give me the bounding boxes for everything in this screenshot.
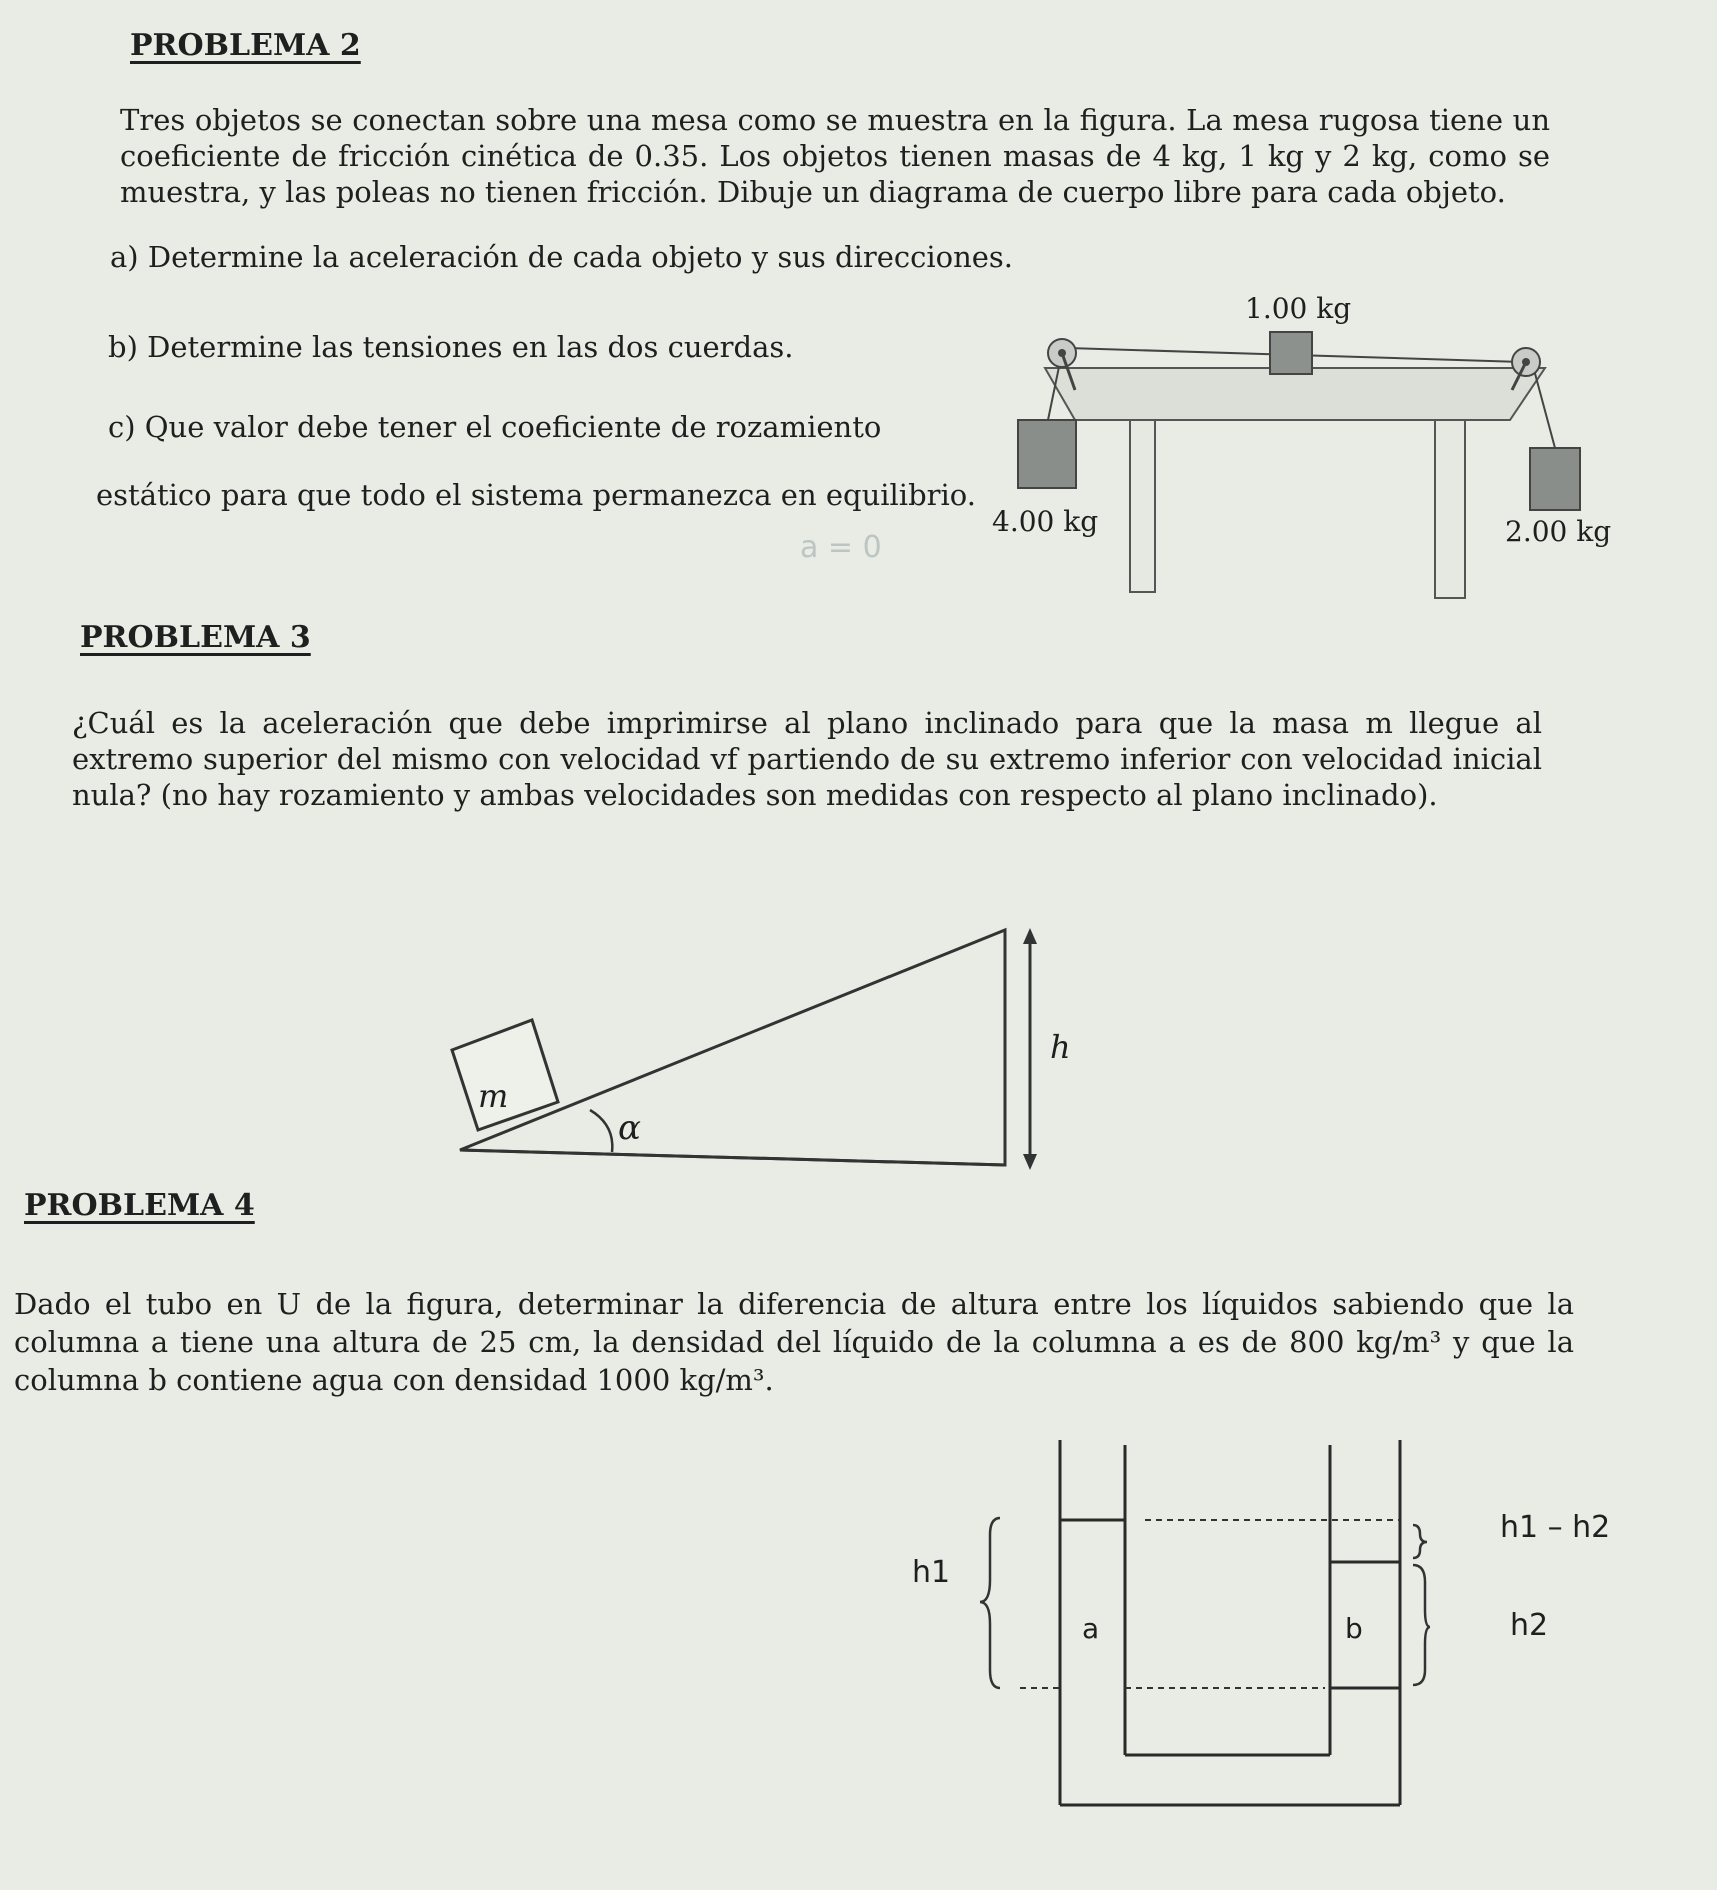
label-angle-alpha: α bbox=[618, 1108, 641, 1148]
label-mass-m: m bbox=[478, 1077, 509, 1115]
problem2-item-c-line2: estático para que todo el sistema permanezca en equilibrio. bbox=[96, 478, 976, 512]
problem2-item-c-line1: c) Que valor debe tener el coeficiente de rozamiento bbox=[108, 410, 882, 444]
problem2-item-a: a) Determine la aceleración de cada objeto y sus direcciones. bbox=[110, 240, 1014, 274]
mass-4kg-block bbox=[1018, 420, 1076, 488]
label-h1: h1 bbox=[912, 1555, 951, 1590]
angle-arc bbox=[590, 1110, 612, 1152]
brace-h1-icon bbox=[980, 1518, 1000, 1688]
problem3-heading: PROBLEMA 3 bbox=[80, 620, 311, 655]
mass-1kg-block bbox=[1270, 332, 1312, 374]
label-h1-minus-h2: h1 – h2 bbox=[1500, 1510, 1611, 1545]
handwritten-note: a = 0 bbox=[800, 530, 882, 565]
problem3-statement: ¿Cuál es la aceleración que debe imprimirse al plano inclinado para que la masa m llegue al extremo superior del mismo con velocidad vf partiendo de su extremo inferior con velocidad inicial nula? (no hay rozamiento y ambas velocidades son medidas con respecto al plano inclinado). bbox=[72, 706, 1542, 812]
mass-2kg-block bbox=[1530, 448, 1580, 510]
label-column-a: a bbox=[1082, 1612, 1100, 1645]
label-mass-top: 1.00 kg bbox=[1245, 292, 1352, 325]
problem2-heading: PROBLEMA 2 bbox=[130, 28, 361, 63]
problem2-statement: Tres objetos se conectan sobre una mesa como se muestra en la figura. La mesa rugosa tiene un coeficiente de fricción cinética de 0.35. Los objetos tienen masas de 4 kg, 1 kg y 2 kg, como se muestra, y las poleas no tienen fricción. Dibuje un diagrama de cuerpo libre para cada objeto. bbox=[120, 103, 1550, 209]
incline-base bbox=[460, 1150, 1005, 1165]
problem4-statement: Dado el tubo en U de la figura, determinar la diferencia de altura entre los líquidos sabiendo que la columna a tiene una altura de 25 cm, la densidad del líquido de la columna a es de 800 kg/m³ y que la columna b contiene agua con densidad 1000 kg/m³. bbox=[14, 1287, 1574, 1397]
label-mass-right: 2.00 kg bbox=[1505, 515, 1612, 548]
label-column-b: b bbox=[1345, 1612, 1363, 1645]
reference-lines bbox=[1020, 1520, 1400, 1688]
label-h2: h2 bbox=[1510, 1608, 1549, 1643]
height-arrow bbox=[1023, 928, 1037, 1170]
table-pulley-figure bbox=[990, 290, 1640, 610]
table bbox=[1045, 368, 1545, 598]
problem2-item-b: b) Determine las tensiones en las dos cuerdas. bbox=[108, 330, 794, 364]
brace-h1-h2-icon bbox=[1413, 1525, 1427, 1558]
problem4-heading: PROBLEMA 4 bbox=[24, 1188, 255, 1223]
brace-h2-icon bbox=[1413, 1565, 1430, 1685]
inclined-plane-figure bbox=[440, 920, 1060, 1180]
label-mass-left: 4.00 kg bbox=[992, 505, 1099, 538]
label-height-h: h bbox=[1050, 1028, 1071, 1066]
